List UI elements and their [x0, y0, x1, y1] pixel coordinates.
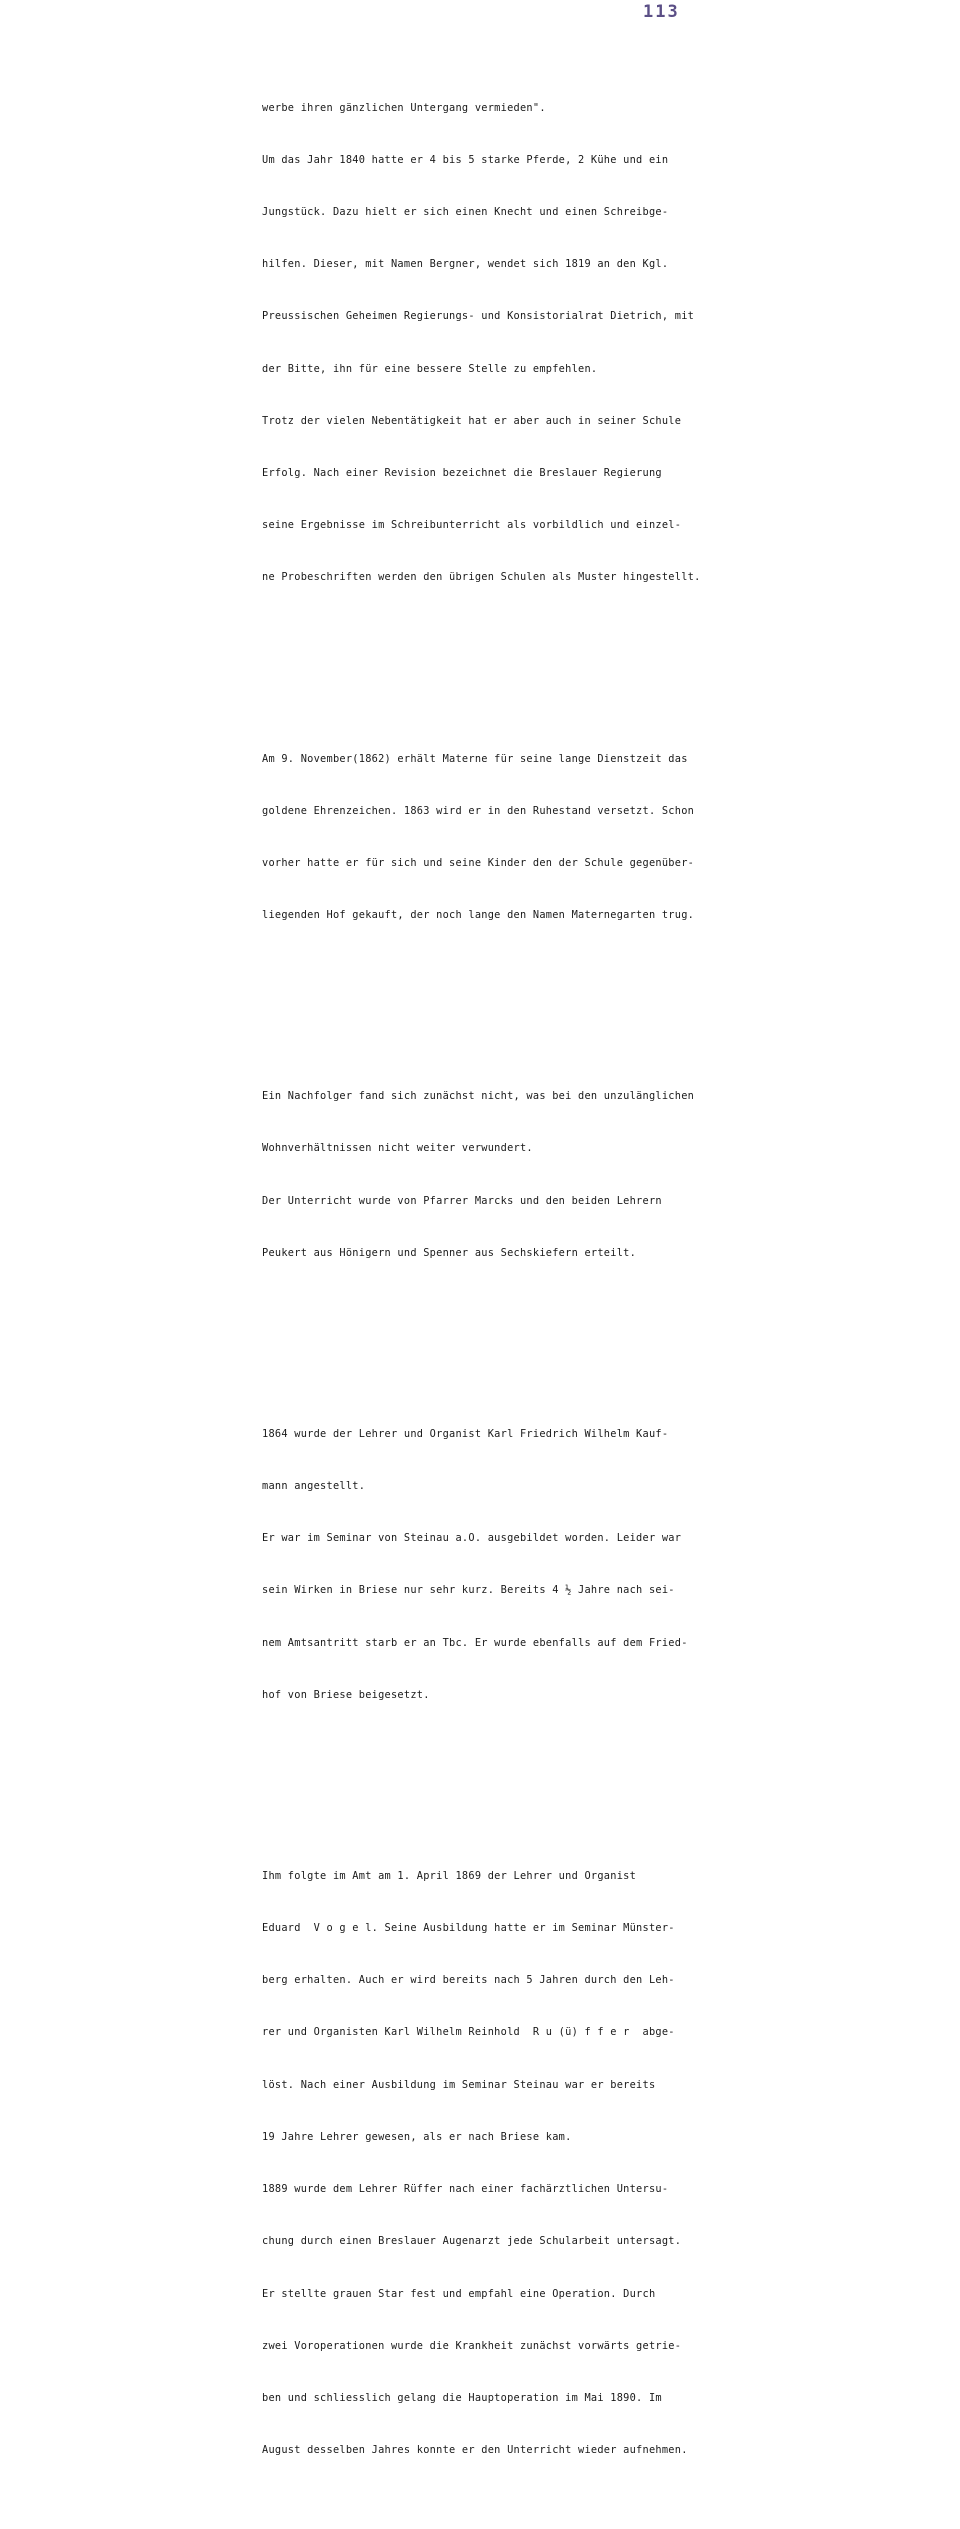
- text-line: Peukert aus Hönigern und Spenner aus Sechskiefern erteilt.: [262, 1246, 637, 1259]
- text-line: Jungstück. Dazu hielt er sich einen Knecht und einen Schreibge-: [262, 206, 669, 219]
- text-line: Er stellte grauen Star fest und empfahl eine Operation. Durch: [262, 2287, 656, 2300]
- paragraph: [262, 1391, 722, 1739]
- text-line: Am 9. November(1862) erhält Materne für seine lange Dienstzeit das: [262, 752, 688, 765]
- text-line: liegenden Hof gekauft, der noch lange den Namen Maternegarten trug.: [262, 909, 695, 922]
- paragraph: [262, 1053, 722, 1297]
- text-line: Um das Jahr 1840 hatte er 4 bis 5 starke Pferde, 2 Kühe und ein: [262, 153, 669, 166]
- text-line: Preussischen Geheimen Regierungs- und Konsistorialrat Dietrich, mit: [262, 310, 695, 323]
- text-line: Ein Nachfolger fand sich zunächst nicht, was bei den unzulänglichen: [262, 1090, 695, 1103]
- text-line: Erfolg. Nach einer Revision bezeichnet die Breslauer Regierung: [262, 467, 662, 480]
- text-line: Wohnverhältnissen nicht weiter verwundert.: [262, 1142, 533, 1155]
- text-line: ben und schliesslich gelang die Hauptoperation im Mai 1890. Im: [262, 2391, 662, 2404]
- text-line: 1889 wurde dem Lehrer Rüffer nach einer fachärztlichen Untersu-: [262, 2183, 669, 2196]
- text-line: der Bitte, ihn für eine bessere Stelle zu empfehlen.: [262, 362, 598, 375]
- text-line: vorher hatte er für sich und seine Kinder den der Schule gegenüber-: [262, 856, 695, 869]
- text-line: nem Amtsantritt starb er an Tbc. Er wurde ebenfalls auf dem Fried-: [262, 1636, 688, 1649]
- text-line: Der Unterricht wurde von Pfarrer Marcks und den beiden Lehrern: [262, 1194, 662, 1207]
- text-line: Ihm folgte im Amt am 1. April 1869 der Lehrer und Organist: [262, 1869, 637, 1882]
- paragraph-gap: [262, 1774, 722, 1781]
- text-line: hof von Briese beigesetzt.: [262, 1688, 430, 1701]
- text-line: löst. Nach einer Ausbildung im Seminar Steinau war er bereits: [262, 2078, 656, 2091]
- text-line: zwei Voroperationen wurde die Krankheit zunächst vorwärts getrie-: [262, 2339, 682, 2352]
- text-line: berg erhalten. Auch er wird bereits nach 5 Jahren durch den Leh-: [262, 1974, 675, 1987]
- text-line: Trotz der vielen Nebentätigkeit hat er aber auch in seiner Schule: [262, 414, 682, 427]
- text-line: Er war im Seminar von Steinau a.O. ausgebildet worden. Leider war: [262, 1532, 682, 1545]
- text-line: sein Wirken in Briese nur sehr kurz. Bereits 4 ½ Jahre nach sei-: [262, 1584, 675, 1597]
- document-body: [262, 30, 722, 2529]
- paragraph: [262, 65, 722, 622]
- text-line: ne Probeschriften werden den übrigen Schulen als Muster hingestellt.: [262, 571, 701, 584]
- paragraph-gap: [262, 656, 722, 663]
- paragraph: [262, 716, 722, 960]
- text-line: hilfen. Dieser, mit Namen Bergner, wendet sich 1819 an den Kgl.: [262, 258, 669, 271]
- paragraph: [262, 1833, 722, 2494]
- paragraph-gap: [262, 1332, 722, 1339]
- paragraph-gap: [262, 994, 722, 1001]
- text-line: chung durch einen Breslauer Augenarzt jede Schularbeit untersagt.: [262, 2235, 682, 2248]
- text-line: rer und Organisten Karl Wilhelm Reinhold R u (ü) f f e r abge-: [262, 2026, 675, 2039]
- text-line: August desselben Jahres konnte er den Unterricht wieder aufnehmen.: [262, 2444, 688, 2457]
- text-line: seine Ergebnisse im Schreibunterricht als vorbildlich und einzel-: [262, 519, 682, 532]
- text-line: Eduard V o g e l. Seine Ausbildung hatte er im Seminar Münster-: [262, 1922, 675, 1935]
- text-line: goldene Ehrenzeichen. 1863 wird er in den Ruhestand versetzt. Schon: [262, 804, 695, 817]
- text-line: mann angestellt.: [262, 1480, 366, 1493]
- text-line: 19 Jahre Lehrer gewesen, als er nach Briese kam.: [262, 2130, 572, 2143]
- page-number: 113: [643, 2, 680, 22]
- text-line: 1864 wurde der Lehrer und Organist Karl Friedrich Wilhelm Kauf-: [262, 1427, 669, 1440]
- text-line: werbe ihren gänzlichen Untergang vermieden".: [262, 101, 546, 114]
